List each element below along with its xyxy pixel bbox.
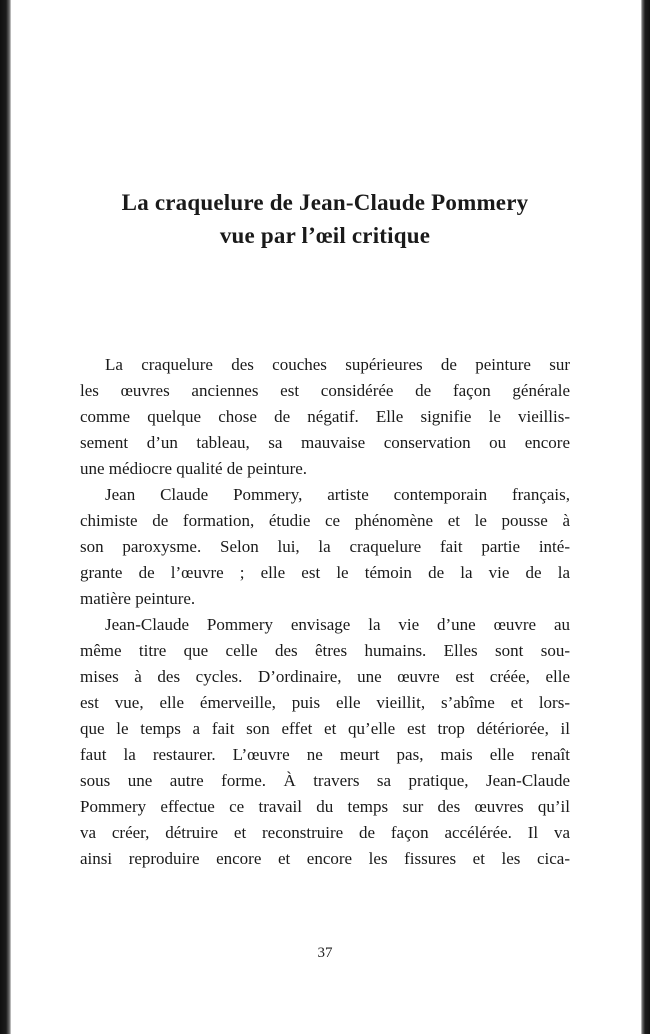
paragraph <box>80 612 570 872</box>
text-line: les œuvres anciennes est considérée de façon générale <box>80 381 570 400</box>
text-line: comme quelque chose de négatif. Elle signifie le vieillis- <box>80 407 570 426</box>
text-line: son paroxysme. Selon lui, la craquelure fait partie inté- <box>80 537 570 556</box>
text-line: matière peinture. <box>80 589 196 608</box>
title-line-1: La craquelure de Jean-Claude Pommery <box>121 190 529 215</box>
text-line: mises à des cycles. D’ordinaire, une œuvre est créée, elle <box>80 667 570 686</box>
paragraph <box>80 482 570 612</box>
text-line: Jean-Claude Pommery envisage la vie d’une œuvre au <box>105 615 570 634</box>
text-line: est vue, elle émerveille, puis elle vieillit, s’abîme et lors- <box>80 693 570 712</box>
text-line: sous une autre forme. À travers sa pratique, Jean-Claude <box>80 771 570 790</box>
text-line: Pommery effectue ce travail du temps sur des œuvres qu’il <box>80 797 570 816</box>
text-line: faut la restaurer. L’œuvre ne meurt pas, mais elle renaît <box>80 745 570 764</box>
text-line: une médiocre qualité de peinture. <box>80 459 308 478</box>
page-title <box>80 186 570 252</box>
text-line: chimiste de formation, étudie ce phénomène et le pousse à <box>80 511 570 530</box>
text-line: La craquelure des couches supérieures de peinture sur <box>105 355 570 374</box>
text-line: ainsi reproduire encore et encore les fissures et les cica- <box>80 849 570 868</box>
title-line-2: vue par l’œil critique <box>219 223 431 248</box>
page-number: 37 <box>317 945 333 961</box>
text-line: grante de l’œuvre ; elle est le témoin de la vie de la <box>80 563 570 582</box>
text-line: que le temps a fait son effet et qu’elle est trop détériorée, il <box>80 719 570 738</box>
text-line: Jean Claude Pommery, artiste contemporain français, <box>105 485 570 504</box>
text-line: va créer, détruire et reconstruire de façon accélérée. Il va <box>80 823 570 842</box>
body-text <box>80 352 570 872</box>
text-line: même titre que celle des êtres humains. Elles sont sou- <box>80 641 570 660</box>
paragraph <box>80 352 570 482</box>
text-line: sement d’un tableau, sa mauvaise conservation ou encore <box>80 433 570 452</box>
